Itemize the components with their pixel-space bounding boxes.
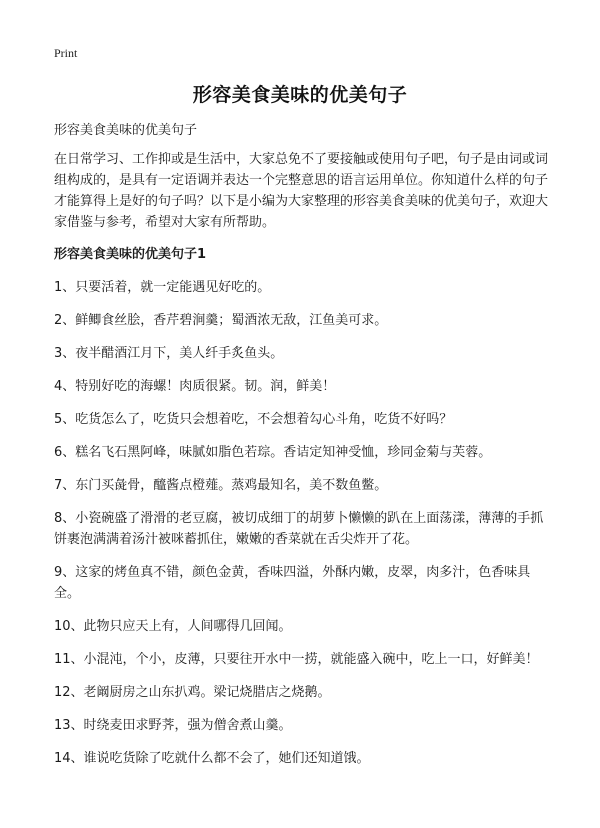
- list-item: 8、小瓷碗盛了滑滑的老豆腐，被切成细丁的胡萝卜懒懒的趴在上面荡漾，薄薄的手抓饼裹泡满满着汤汁被咪蓄抓住，嫩嫩的香菜就在舌尖炸开了花。: [54, 511, 544, 547]
- list-item: 6、糕名飞石黑阿峰，味腻如脂色若琮。香诘定知神受恤，珍同金菊与芙蓉。: [54, 445, 492, 460]
- document-body: [54, 120, 552, 781]
- page-title: 形容美食美味的优美句子: [192, 84, 408, 106]
- list-item: 5、吃货怎么了，吃货只会想着吃，不会想着勾心斗角，吃货不好吗？: [54, 412, 453, 427]
- list-item: 14、谁说吃货除了吃就什么都不会了，她们还知道饿。: [54, 751, 370, 766]
- list-item: 4、特别好吃的海螺！肉质很紧。韧。润，鲜美！: [54, 379, 336, 394]
- list-item: 12、老阚厨房之山东扒鸡。梁记烧腊店之烧鹅。: [54, 685, 331, 700]
- list-item: 3、夜半醋酒江月下，美人纤手炙鱼头。: [54, 346, 284, 361]
- list-item: 9、这家的烤鱼真不错，颜色金黄，香味四溢，外酥内嫩，皮翠，肉多汁，色香味具全。: [54, 565, 531, 601]
- intro-paragraph: 在日常学习、工作抑或是生活中，大家总免不了要接触或使用句子吧，句子是由词或词组构成的，是具有一定语调并表达一个完整意思的语言运用单位。你知道什么样的句子才能算得上是好的句子吗？以下是小编为大家整理的形容美食美味的优美句子，欢迎大家借鉴与参考，希望对大家有所帮助。: [54, 152, 549, 230]
- list-item: 11、小混沌，个小，皮薄，只要往开水中一捞，就能盛入碗中，吃上一口，好鲜美！: [54, 652, 539, 667]
- document-subtitle: 形容美食美味的优美句子: [54, 123, 198, 138]
- sentence-list: [54, 277, 552, 769]
- list-item: 13、时绕麦田求野荠，强为僧舍煮山羹。: [54, 718, 292, 733]
- print-label: Print: [54, 46, 78, 60]
- list-item: 10、此物只应天上有，人间哪得几回闻。: [54, 619, 292, 634]
- section-heading: 形容美食美味的优美句子1: [54, 247, 207, 262]
- list-item: 7、东门买彘骨，醯酱点橙薤。蒸鸡最知名，美不数鱼鳖。: [54, 478, 388, 493]
- list-item: 2、鲜鲫食丝脍，香芹碧涧羹；蜀酒浓无敌，江鱼美可求。: [54, 313, 388, 328]
- list-item: 1、只要活着，就一定能遇见好吃的。: [54, 280, 271, 295]
